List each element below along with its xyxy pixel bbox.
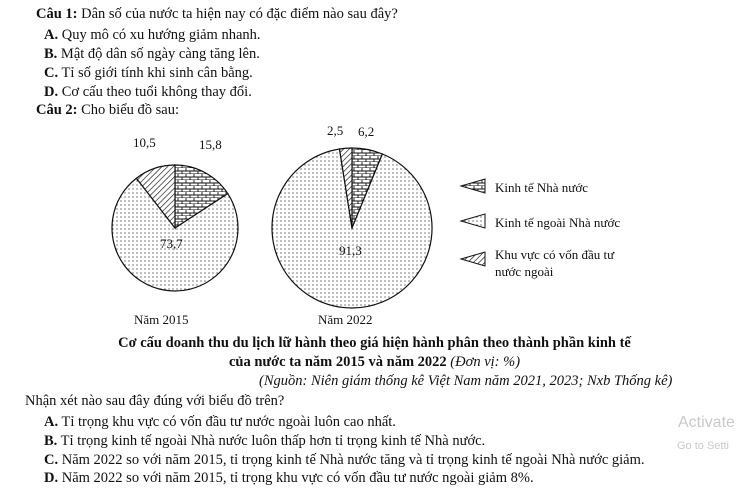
label-2015-nonstate: 73,7 xyxy=(160,236,183,251)
year-label-2015: Năm 2015 xyxy=(134,312,189,327)
label-2022-nonstate: 91,3 xyxy=(339,243,362,258)
q2-label: Câu 2: xyxy=(36,102,78,118)
q2-text: Cho biểu đồ sau: xyxy=(77,102,179,118)
q1-option-a: A. Quy mô có xu hướng giảm nhanh. xyxy=(44,27,261,43)
q1-option-d: D. Cơ cấu theo tuổi không thay đổi. xyxy=(44,84,252,100)
legend-swatch-state xyxy=(461,179,485,193)
q2-option-c: C. Năm 2022 so với năm 2015, tỉ trọng kinh tế Nhà nước tăng và tỉ trọng kinh tế ngoài Nhà nước giảm. xyxy=(44,452,645,468)
chart-source: (Nguồn: Niên giám thống kê Việt Nam năm 2021, 2023; Nxb Thống kê) xyxy=(259,373,673,389)
legend-swatch-nonstate xyxy=(461,214,485,228)
settings-watermark: Go to Setti xyxy=(677,440,729,452)
legend-label-state: Kinh tế Nhà nước xyxy=(495,180,588,195)
label-2022-state: 6,2 xyxy=(358,124,375,139)
q1-option-b: B. Mật độ dân số ngày càng tăng lên. xyxy=(44,46,260,62)
q1-text: Dân số của nước ta hiện nay có đặc điểm nào sau đây? xyxy=(77,6,398,22)
legend-label-fdi-line2: nước ngoài xyxy=(495,264,554,279)
q2-option-d: D. Năm 2022 so với năm 2015, tỉ trọng khu vực có vốn đầu tư nước ngoài giảm 8%. xyxy=(44,470,534,486)
legend-swatches xyxy=(461,179,485,266)
label-2022-fdi: 2,5 xyxy=(327,123,344,138)
q1-option-c: C. Tỉ số giới tính khi sinh cân bằng. xyxy=(44,65,253,81)
label-2015-fdi: 10,5 xyxy=(133,135,156,150)
q2-option-b: B. Tỉ trọng kinh tế ngoài Nhà nước luôn thấp hơn tỉ trọng kinh tế Nhà nước. xyxy=(44,433,486,449)
q2-option-a: A. Tỉ trọng khu vực có vốn đầu tư nước ngoài luôn cao nhất. xyxy=(44,414,396,430)
activate-watermark: Activate xyxy=(678,414,735,431)
year-label-2022: Năm 2022 xyxy=(318,312,373,327)
q2-prompt: Nhận xét nào sau đây đúng với biểu đồ trên? xyxy=(25,393,285,409)
pie-2022 xyxy=(272,148,432,308)
pie-2015 xyxy=(112,165,238,291)
label-2015-state: 15,8 xyxy=(199,137,222,152)
legend-swatch-fdi xyxy=(461,252,485,266)
chart-caption-line2: của nước ta năm 2015 và năm 2022 (Đơn vị: %) xyxy=(228,354,521,370)
q1-label: Câu 1: xyxy=(36,6,78,22)
legend-label-fdi-line1: Khu vực có vốn đầu tư xyxy=(495,247,615,262)
chart-caption-line1: Cơ cấu doanh thu du lịch lữ hành theo giá hiện hành phân theo thành phần kinh tế xyxy=(118,335,631,351)
legend-label-nonstate: Kinh tế ngoài Nhà nước xyxy=(495,215,621,230)
